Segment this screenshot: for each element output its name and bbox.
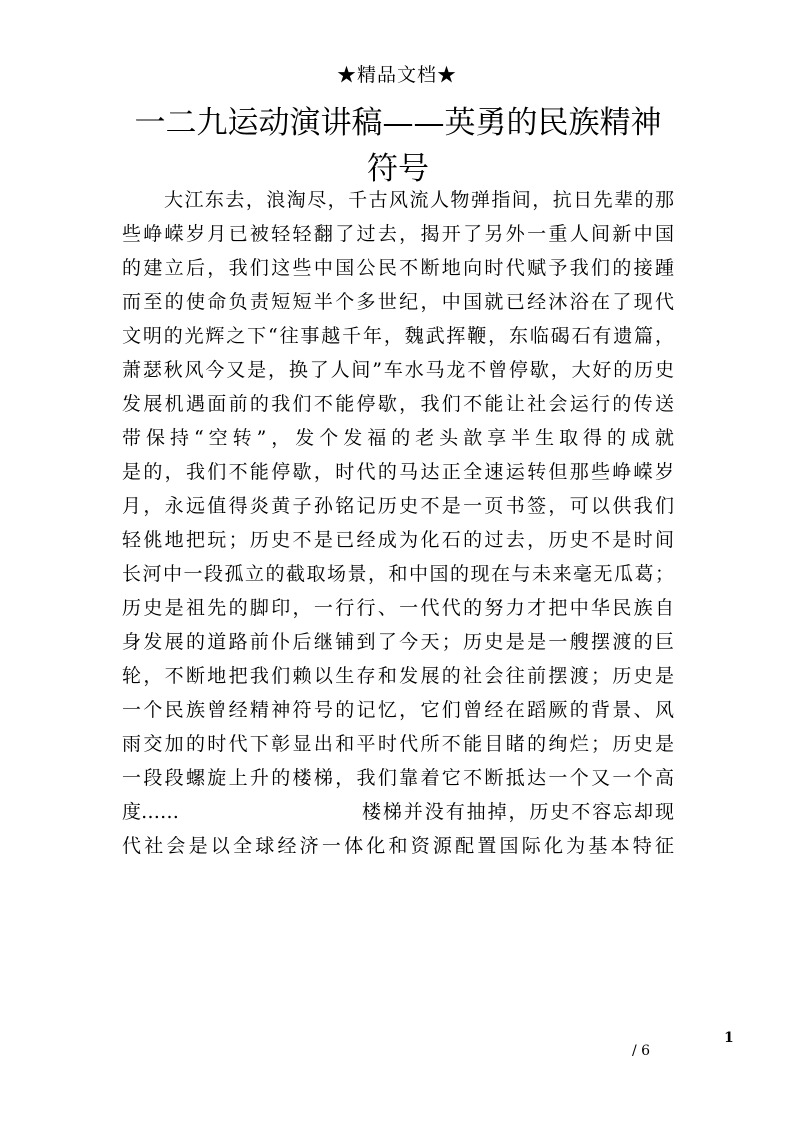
body-line: 发展机遇面前的我们不能停歇，我们不能让社会运行的传送 (122, 393, 674, 415)
body-line: 轻佻地把玩；历史不是已经成为化石的过去，历史不是时间 (122, 529, 674, 551)
body-line: 萧瑟秋风今又是，换了人间”车水马龙不曾停歇，大好的历史 (122, 359, 674, 381)
body-line: 带保持“空转”，发个发福的老头歆享半生取得的成就 (122, 427, 674, 449)
body-line-split (122, 795, 674, 829)
split-line-right: 楼梯并没有抽掉，历史不容忘却现 (362, 801, 674, 823)
document-header: ★精品文档★ (336, 64, 457, 86)
body-line: 长河中一段孤立的截取场景，和中国的现在与未来毫无瓜葛； (122, 563, 674, 585)
body-line: 一段段螺旋上升的楼梯，我们靠着它不断抵达一个又一个高 (122, 767, 674, 789)
body-line: 雨交加的时代下彰显出和平时代所不能目睹的绚烂；历史是 (122, 733, 674, 755)
body-line: 一个民族曾经精神符号的记忆，它们曾经在蹈厥的背景、风 (122, 699, 674, 721)
body-line: 的建立后，我们这些中国公民不断地向时代赋予我们的接踵 (122, 257, 674, 279)
body-line: 代社会是以全球经济一体化和资源配置国际化为基本特征 (122, 835, 674, 857)
body-line: 历史是祖先的脚印，一行行、一代代的努力才把中华民族自 (122, 597, 674, 619)
page-total: / 6 (632, 1043, 651, 1059)
document-title: 一二九运动演讲稿——英勇的民族精神符号 (134, 105, 662, 187)
body-line: 而至的使命负责短短半个多世纪，中国就已经沐浴在了现代 (122, 291, 674, 313)
body-line: 身发展的道路前仆后继铺到了今天；历史是是一艘摆渡的巨 (122, 631, 674, 653)
body-line: 是的，我们不能停歇，时代的马达正全速运转但那些峥嵘岁 (122, 461, 674, 483)
body-line: 月，永远值得炎黄子孙铭记历史不是一页书签，可以供我们 (122, 495, 674, 517)
body-line: 些峥嵘岁月已被轻轻翻了过去，揭开了另外一重人间新中国 (122, 223, 674, 245)
body-line: 文明的光辉之下“往事越千年，魏武挥鞭，东临碣石有遗篇， (122, 325, 674, 347)
page-number: 1 (724, 1030, 734, 1046)
document-body (122, 183, 674, 863)
split-line-left: 度…… (122, 801, 180, 823)
body-line: 轮，不断地把我们赖以生存和发展的社会往前摆渡；历史是 (122, 665, 674, 687)
body-line: 大江东去，浪淘尽，千古风流人物弹指间，抗日先辈的那 (164, 189, 674, 211)
